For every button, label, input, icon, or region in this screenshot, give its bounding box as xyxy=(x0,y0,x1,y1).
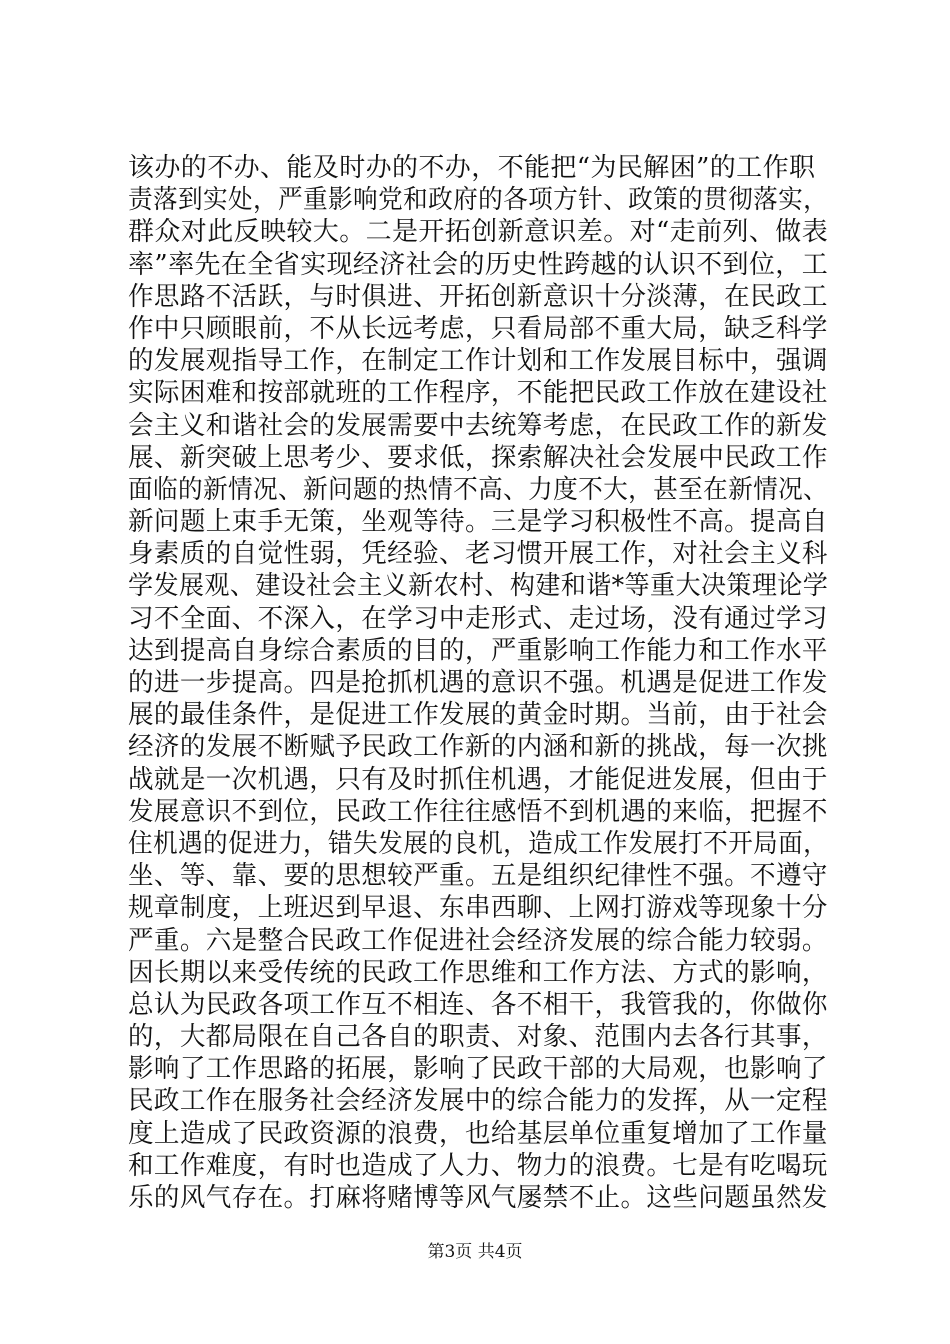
text-line: 影响了工作思路的拓展，影响了民政干部的大局观，也影响了 xyxy=(128,1054,828,1085)
text-line: 作思路不活跃，与时俱进、开拓创新意识十分淡薄，在民政工 xyxy=(128,281,828,312)
text-line: 经济的发展不断赋予民政工作新的内涵和新的挑战，每一次挑 xyxy=(128,732,828,763)
text-line: 的进一步提高。四是抢抓机遇的意识不强。机遇是促进工作发 xyxy=(128,668,828,698)
text-line: 乐的风气存在。打麻将赌博等风气屡禁不止。这些问题虽然发 xyxy=(128,1183,828,1213)
text-line: 责落到实处，严重影响党和政府的各项方针、政策的贯彻落实， xyxy=(128,185,829,216)
text-line: 战就是一次机遇，只有及时抓住机遇，才能促进发展，但由于 xyxy=(128,764,828,795)
text-line: 发展意识不到位，民政工作往往感悟不到机遇的来临，把握不 xyxy=(128,796,828,827)
text-line: 该办的不办、能及时办的不办，不能把“为民解困”的工作职 xyxy=(128,153,816,183)
text-line: 实际困难和按部就班的工作程序，不能把民政工作放在建设社 xyxy=(128,378,828,409)
text-line: 的，大都局限在自己各自的职责、对象、范围内去各行其事， xyxy=(128,1022,828,1053)
text-line: 严重。六是整合民政工作促进社会经济发展的综合能力较弱。 xyxy=(128,925,828,956)
page-footer: 第3页 共4页 xyxy=(427,1242,523,1262)
text-line: 住机遇的促进力，错失发展的良机，造成工作发展打不开局面， xyxy=(128,828,829,859)
text-line: 展、新突破上思考少、要求低，探索解决社会发展中民政工作 xyxy=(128,442,828,473)
text-line: 面临的新情况、新问题的热情不高、力度不大，甚至在新情况、 xyxy=(128,474,829,505)
text-line: 坐、等、靠、要的思想较严重。五是组织纪律性不强。不遵守 xyxy=(128,861,828,892)
text-line: 的发展观指导工作，在制定工作计划和工作发展目标中，强调 xyxy=(128,346,828,377)
body-paragraph xyxy=(128,152,828,1214)
text-line: 身素质的自觉性弱，凭经验、老习惯开展工作，对社会主义科 xyxy=(128,539,828,570)
text-line: 民政工作在服务社会经济发展中的综合能力的发挥，从一定程 xyxy=(128,1086,828,1117)
text-line: 展的最佳条件，是促进工作发展的黄金时期。当前，由于社会 xyxy=(128,700,828,731)
text-line: 学发展观、建设社会主义新农村、构建和谐*等重大决策理论学 xyxy=(128,571,829,602)
text-line: 群众对此反映较大。二是开拓创新意识差。对“走前列、做表 xyxy=(128,217,829,248)
text-line: 规章制度，上班迟到早退、东串西聊、上网打游戏等现象十分 xyxy=(128,893,828,924)
text-line: 因长期以来受传统的民政工作思维和工作方法、方式的影响， xyxy=(128,957,828,988)
text-line: 会主义和谐社会的发展需要中去统筹考虑，在民政工作的新发 xyxy=(128,410,828,441)
text-line: 度上造成了民政资源的浪费，也给基层单位重复增加了工作量 xyxy=(128,1118,828,1149)
text-line: 率”率先在全省实现经济社会的历史性跨越的认识不到位，工 xyxy=(128,249,829,280)
text-line: 新问题上束手无策，坐观等待。三是学习积极性不高。提高自 xyxy=(128,507,828,538)
text-line: 达到提高自身综合素质的目的，严重影响工作能力和工作水平 xyxy=(128,635,828,666)
text-line: 和工作难度，有时也造成了人力、物力的浪费。七是有吃喝玩 xyxy=(128,1150,828,1181)
text-line: 作中只顾眼前，不从长远考虑，只看局部不重大局，缺乏科学 xyxy=(128,313,828,344)
text-line: 习不全面、不深入，在学习中走形式、走过场，没有通过学习 xyxy=(128,603,828,634)
text-line: 总认为民政各项工作互不相连、各不相干，我管我的，你做你 xyxy=(128,989,828,1020)
